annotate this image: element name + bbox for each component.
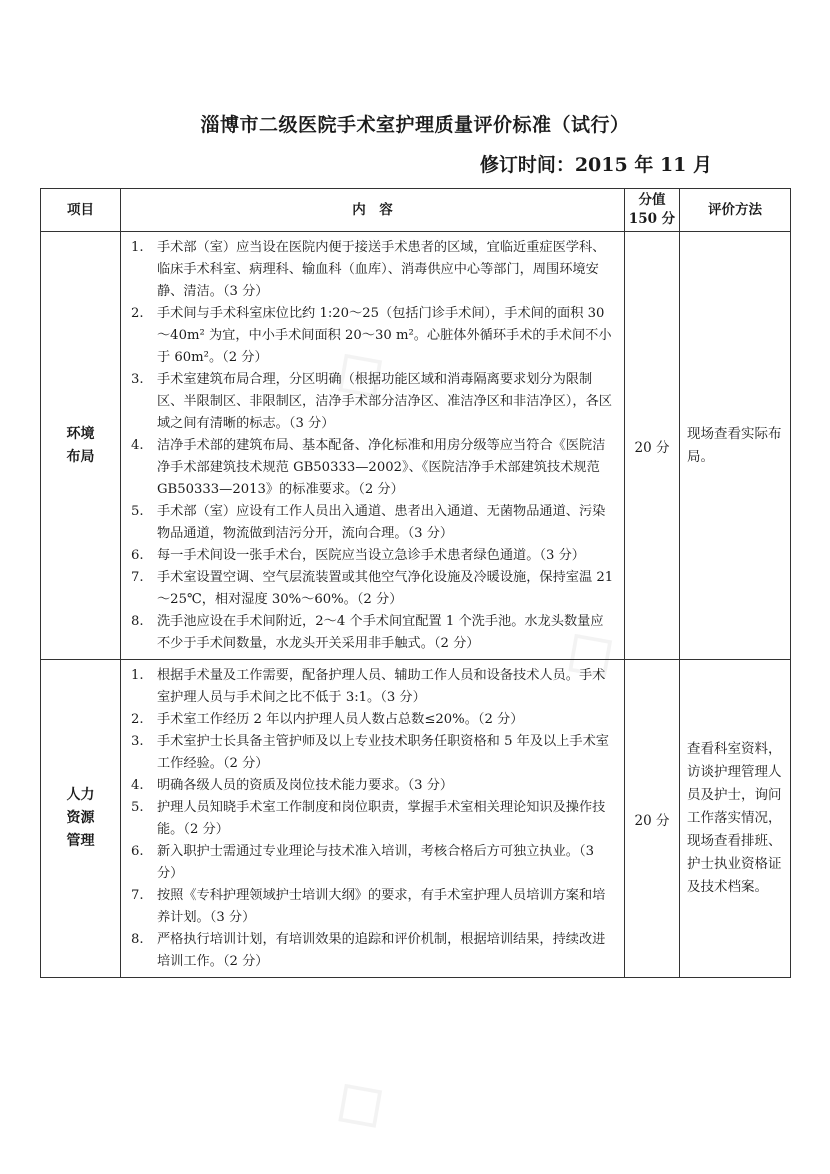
score-human-resources: 20 分	[625, 660, 680, 978]
table-header-row	[41, 189, 791, 232]
category-human-resources	[41, 660, 121, 978]
table-row-environment	[41, 232, 791, 660]
header-score-line1: 分值	[638, 192, 666, 208]
item-text: 洁净手术部的建筑布局、基本配备、净化标准和用房分级等应当符合《医院洁净手术部建筑技术规范 GB50333—2002》、《医院洁净手术部建筑技术规范 GB50333—2013》的标准要求。（2 分）	[157, 438, 606, 497]
revision-date: 修订时间：2015 年 11 月	[479, 154, 712, 176]
item-text: 手术间与手术科室床位比约 1:20～25（包括门诊手术间），手术间的面积 30～40m² 为宜，中小手术间面积 20～30 m²。心脏体外循环手术的手术间不小于 60m²。（2 分）	[157, 306, 612, 365]
watermark: ◇	[311, 321, 403, 421]
method-environment: 现场查看实际布局。	[680, 232, 791, 660]
item-number: 2.	[131, 712, 144, 727]
item-text: 手术部（室）应当设在医院内便于接送手术患者的区域，宜临近重症医学科、临床手术科室、病理科、输血科（血库）、消毒供应中心等部门，周围环境安静、清洁。（3 分）	[157, 240, 606, 299]
list-item	[131, 567, 616, 611]
list-item	[131, 303, 616, 369]
watermark: ◇	[541, 601, 633, 701]
item-number: 1.	[131, 240, 144, 255]
method-human-resources: 查看科室资料，访谈护理管理人员及护士，询问工作落实情况，现场查看排班、护士执业资格证及技术档案。	[680, 660, 791, 978]
item-text: 护理人员知晓手术室工作制度和岗位职责，掌握手术室相关理论知识及操作技能。（2 分）	[157, 800, 606, 837]
item-number: 5.	[131, 504, 144, 519]
table-row-human-resources	[41, 660, 791, 978]
item-number: 8.	[131, 614, 144, 629]
category-line: 布局	[66, 448, 95, 465]
category-line: 管理	[66, 833, 95, 849]
criteria-list	[131, 665, 616, 973]
item-text: 按照《专科护理领域护士培训大纲》的要求，有手术室护理人员培训方案和培养计划。（3 分）	[157, 888, 606, 925]
item-text: 严格执行培训计划，有培训效果的追踪和评价机制，根据培训结果，持续改进培训工作。（2 分）	[157, 932, 606, 969]
header-item: 项目	[41, 189, 121, 232]
list-item	[131, 369, 616, 435]
criteria-list	[131, 237, 616, 655]
list-item	[131, 797, 616, 841]
category-environment	[41, 232, 121, 660]
list-item	[131, 775, 616, 797]
list-item	[131, 731, 616, 775]
item-text: 手术室设置空调、空气层流装置或其他空气净化设施及冷暖设施，保持室温 21～25℃，相对湿度 30%～60%。（2 分）	[157, 570, 614, 607]
item-number: 3.	[131, 734, 144, 749]
item-text: 每一手术间设一张手术台，医院应当设立急诊手术患者绿色通道。（3 分）	[157, 548, 585, 563]
item-text: 洗手池应设在手术间附近，2～4 个手术间宜配置 1 个洗手池。水龙头数量应不少于手术间数量，水龙头开关采用非手触式。（2 分）	[157, 614, 604, 651]
item-number: 7.	[131, 888, 144, 903]
list-item	[131, 885, 616, 929]
category-line: 环境	[66, 425, 95, 442]
list-item	[131, 545, 616, 567]
watermark: ◇	[311, 1051, 403, 1151]
document-title: 淄博市二级医院手术室护理质量评价标准（试行）	[200, 114, 630, 136]
item-number: 3.	[131, 372, 144, 387]
list-item	[131, 237, 616, 303]
score-environment: 20 分	[625, 232, 680, 660]
item-text: 根据手术量及工作需要，配备护理人员、辅助工作人员和设备技术人员。手术室护理人员与手术间之比不低于 3:1。（3 分）	[157, 668, 606, 705]
header-content: 内 容	[121, 189, 625, 232]
item-number: 1.	[131, 668, 144, 683]
item-text: 新入职护士需通过专业理论与技术准入培训，考核合格后方可独立执业。（3 分）	[157, 844, 594, 881]
item-text: 手术室护士长具备主管护师及以上专业技术职务任职资格和 5 年及以上手术室工作经验。（2 分）	[157, 734, 609, 771]
item-text: 手术部（室）应设有工作人员出入通道、患者出入通道、无菌物品通道、污染物品通道，物流做到洁污分开，流向合理。（3 分）	[157, 504, 606, 541]
header-method: 评价方法	[680, 189, 791, 232]
item-text: 明确各级人员的资质及岗位技术能力要求。（3 分）	[157, 778, 454, 793]
list-item	[131, 501, 616, 545]
item-number: 4.	[131, 778, 144, 793]
list-item	[131, 665, 616, 709]
item-number: 6.	[131, 548, 144, 563]
list-item	[131, 929, 616, 973]
item-number: 6.	[131, 844, 144, 859]
list-item	[131, 709, 616, 731]
content-environment	[121, 232, 625, 660]
category-line: 资源	[66, 810, 95, 826]
item-number: 8.	[131, 932, 144, 947]
list-item	[131, 435, 616, 501]
list-item	[131, 841, 616, 885]
item-number: 7.	[131, 570, 144, 585]
category-line: 人力	[66, 787, 95, 803]
header-score	[625, 189, 680, 232]
item-number: 4.	[131, 438, 144, 453]
content-human-resources	[121, 660, 625, 978]
list-item	[131, 611, 616, 655]
item-number: 5.	[131, 800, 144, 815]
item-text: 手术室建筑布局合理，分区明确（根据功能区域和消毒隔离要求划分为限制区、半限制区、非限制区，洁净手术部分洁净区、准洁净区和非洁净区），各区域之间有清晰的标志。（3 分）	[157, 372, 612, 431]
header-score-line2: 150 分	[628, 211, 676, 227]
evaluation-table	[40, 188, 791, 978]
item-text: 手术室工作经历 2 年以内护理人员人数占总数≤20%。（2 分）	[157, 712, 524, 727]
item-number: 2.	[131, 306, 144, 321]
